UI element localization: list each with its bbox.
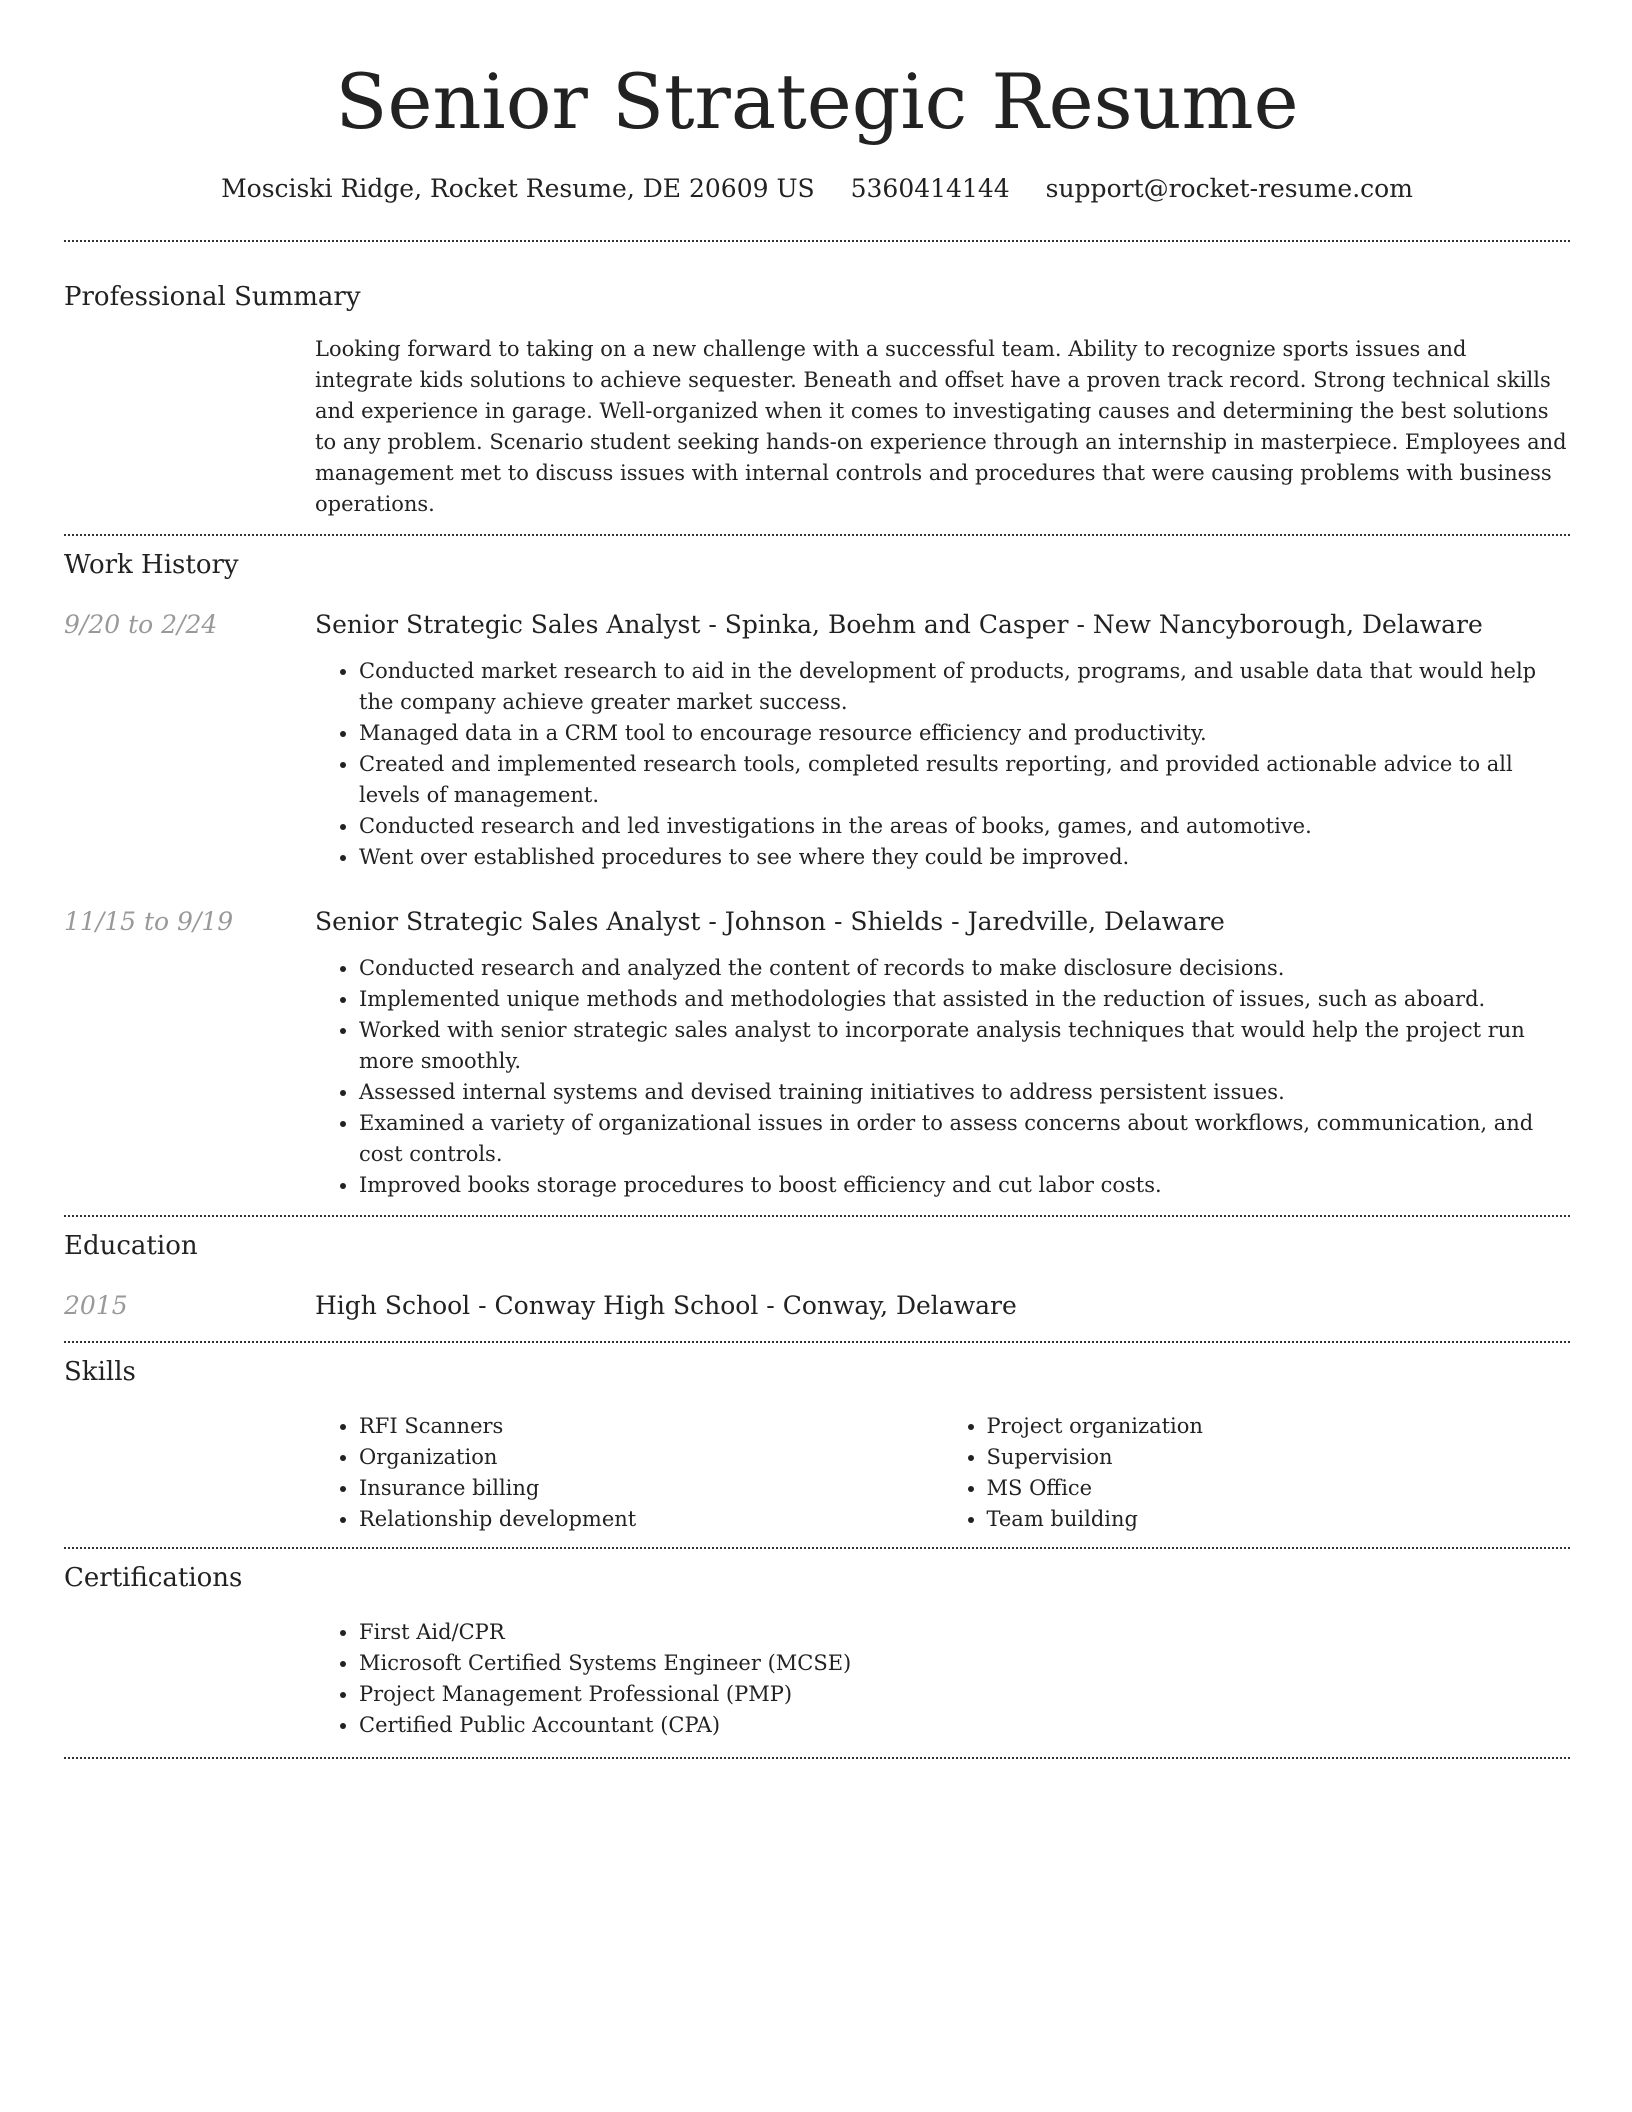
job-heading: Senior Strategic Sales Analyst - Spinka, Boehm and Casper - New Nancyborough, Delaware	[315, 610, 1483, 639]
list-item: • Created and implemented research tools, completed results reporting, and provided actionable advice to all levels of management.	[359, 749, 1570, 811]
divider	[64, 1757, 1570, 1759]
certifications-title: Certifications	[64, 1563, 243, 1593]
education-year: 2015	[64, 1291, 128, 1320]
job-bullets	[315, 656, 1570, 873]
list-item: • Examined a variety of organizational issues in order to assess concerns about workflows, communication, and cost controls.	[359, 1108, 1570, 1170]
job-heading: Senior Strategic Sales Analyst - Johnson - Shields - Jaredville, Delaware	[315, 907, 1225, 936]
skills-section	[64, 1343, 1570, 1547]
education-entry	[64, 1289, 1570, 1341]
job-entry	[64, 905, 1570, 1215]
certifications-list	[315, 1617, 1570, 1741]
job-bullets	[315, 953, 1570, 1215]
skills-title: Skills	[64, 1357, 136, 1387]
education-title: Education	[64, 1231, 198, 1261]
list-item: • Insurance billing	[359, 1473, 943, 1504]
list-item: • Conducted market research to aid in the development of products, programs, and usable data that would help the company achieve greater market success.	[359, 656, 1570, 718]
list-item: • Assessed internal systems and devised training initiatives to address persistent issues.	[359, 1077, 1570, 1108]
education-section	[64, 1217, 1570, 1341]
list-item: • Implemented unique methods and methodologies that assisted in the reduction of issues, such as aboard.	[359, 984, 1570, 1015]
list-item: • Team building	[987, 1504, 1571, 1535]
work-history-title: Work History	[64, 550, 239, 580]
list-item: • Microsoft Certified Systems Engineer (MCSE)	[359, 1648, 1570, 1679]
contact-phone: 5360414144	[850, 174, 1010, 203]
skills-grid	[315, 1411, 1570, 1547]
list-item: • Went over established procedures to see where they could be improved.	[359, 842, 1570, 873]
list-item: • Supervision	[987, 1442, 1571, 1473]
summary-text: Looking forward to taking on a new challenge with a successful team. Ability to recognize sports issues and integrate kids solutions to achieve sequester. Beneath and offset have a proven track record. Strong technical skills and experience in garage. Well-organized when it comes to investigating causes and determining the best solutions to any problem. Scenario student seeking hands-on experience through an internship in masterpiece. Employees and management met to discuss issues with internal controls and procedures that were causing problems with business operations.	[315, 337, 1567, 516]
list-item: • Worked with senior strategic sales analyst to incorporate analysis techniques that would help the project run more smoothly.	[359, 1015, 1570, 1077]
list-item: • RFI Scanners	[359, 1411, 943, 1442]
list-item: • Project Management Professional (PMP)	[359, 1679, 1570, 1710]
list-item: • MS Office	[987, 1473, 1571, 1504]
contact-address: Mosciski Ridge, Rocket Resume, DE 20609 US	[221, 174, 815, 203]
list-item: • Organization	[359, 1442, 943, 1473]
list-item: • Conducted research and led investigations in the areas of books, games, and automotive.	[359, 811, 1570, 842]
list-item: • Relationship development	[359, 1504, 943, 1535]
summary-section	[64, 242, 1570, 534]
list-item: • Project organization	[987, 1411, 1571, 1442]
education-heading: High School - Conway High School - Conway, Delaware	[315, 1291, 1017, 1320]
skills-column-1	[315, 1411, 943, 1535]
job-dates: 11/15 to 9/19	[64, 907, 234, 936]
certifications-section	[64, 1549, 1570, 1757]
contact-line	[64, 172, 1570, 206]
list-item: • Conducted research and analyzed the content of records to make disclosure decisions.	[359, 953, 1570, 984]
job-dates: 9/20 to 2/24	[64, 610, 218, 639]
summary-title: Professional Summary	[64, 282, 361, 312]
resume-name: Senior Strategic Resume	[335, 57, 1299, 146]
resume-page	[64, 0, 1570, 1759]
list-item: • Certified Public Accountant (CPA)	[359, 1710, 1570, 1741]
work-history-section	[64, 536, 1570, 1215]
job-entry	[64, 608, 1570, 873]
skills-column-2	[943, 1411, 1571, 1535]
list-item: • Improved books storage procedures to boost efficiency and cut labor costs.	[359, 1170, 1570, 1201]
list-item: • Managed data in a CRM tool to encourage resource efficiency and productivity.	[359, 718, 1570, 749]
list-item: • First Aid/CPR	[359, 1617, 1570, 1648]
contact-email: support@rocket-resume.com	[1045, 174, 1413, 203]
